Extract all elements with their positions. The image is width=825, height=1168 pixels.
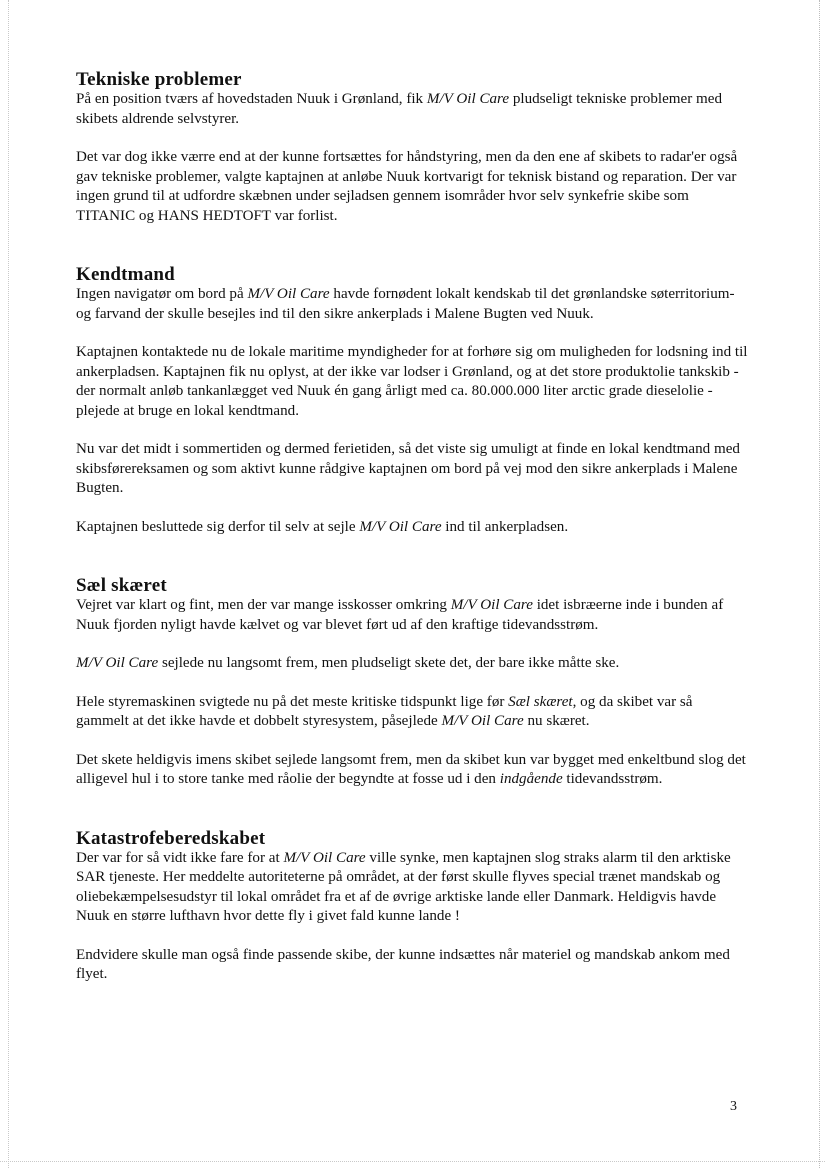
- ship-name: M/V Oil Care: [247, 286, 330, 302]
- ship-name: M/V Oil Care: [76, 655, 159, 671]
- ship-name: M/V Oil Care: [283, 849, 366, 866]
- paragraph: På en position tværs af hovedstaden Nuuk i Grønland, fik M/V Oil Care pludseligt tekniske problemer med skibets aldrende selvstyrer.: [76, 91, 723, 127]
- section-sael-skaeret: [76, 576, 748, 790]
- ship-name: M/V Oil Care: [441, 713, 524, 729]
- paragraph: M/V Oil Care sejlede nu langsomt frem, men pludseligt skete det, der bare ikke måtte ske.: [76, 655, 620, 671]
- scan-right-edge: [819, 0, 820, 1168]
- section-kendtmand: [76, 265, 748, 537]
- paragraph: Ingen navigatør om bord på M/V Oil Care havde fornødent lokalt kendskab til det grønlandske søterritorium- og farvand der skulle besejles ind til den sikre ankerplads i Malene Bugten ved Nuuk.: [76, 286, 735, 322]
- ship-name: M/V Oil Care: [450, 597, 533, 613]
- scan-left-edge: [8, 0, 9, 1168]
- paragraph: Kaptajnen besluttede sig derfor til selv at sejle M/V Oil Care ind til ankerpladsen.: [76, 518, 569, 535]
- section-heading: Kendtmand: [76, 264, 175, 285]
- paragraph: Nu var det midt i sommertiden og dermed ferietiden, så det viste sig umuligt at finde en lokal kendtmand med skibsførereksamen og som aktivt kunne rådgive kaptajnen om bord på vej mod den sikre ankerplads i Malene Bugten.: [76, 441, 740, 496]
- ship-name: M/V Oil Care: [359, 518, 442, 535]
- paragraph: Det skete heldigvis imens skibet sejlede langsomt frem, men da skibet kun var bygget med enkeltbund slog det alligevel hul i to store tanke med råolie der begyndte at fosse ud i den indgående tidevandsstrøm.: [76, 751, 746, 787]
- page-number: 3: [730, 1099, 737, 1114]
- paragraph: Kaptajnen kontaktede nu de lokale maritime myndigheder for at forhøre sig om muligheden for lodsning ind til ankerpladsen. Kaptajnen fik nu oplyst, at der ikke var lodser i Grønland, og at det store produktolie tankskib - der normalt anløb tankanlægget ved Nuuk én gang årligt med ca. 80.000.000 liter arctic grade dieselolie - plejede at bruge en lokal kendtmand.: [76, 344, 748, 419]
- paragraph: Vejret var klart og fint, men der var mange isskosser omkring M/V Oil Care idet isbræerne inde i bunden af Nuuk fjorden nyligt havde kælvet og var blevet ført ud af den kraftige tidevandsstrøm.: [76, 597, 724, 633]
- paragraph: Hele styremaskinen svigtede nu på det meste kritiske tidspunkt lige før Sæl skæret, og da skibet var så gammelt at det ikke havde et dobbelt styresystem, påsejlede M/V Oil Care nu skæret.: [76, 693, 693, 729]
- paragraph: Endvidere skulle man også finde passende skibe, der kunne indsættes når materiel og mandskab ankom med flyet.: [76, 946, 730, 982]
- place-name: Sæl skæret: [508, 693, 573, 710]
- ship-name: M/V Oil Care: [426, 91, 510, 107]
- section-katastrofeberedskabet: [76, 829, 748, 985]
- section-tekniske-problemer: [76, 70, 748, 226]
- scan-bottom-edge: [0, 1161, 825, 1162]
- document-body: [76, 70, 748, 1019]
- section-heading: Katastrofeberedskabet: [76, 827, 266, 849]
- paragraph: Det var dog ikke værre end at der kunne fortsættes for håndstyring, men da den ene af skibets to radar'er også gav tekniske problemer, valgte kaptajnen at anløbe Nuuk kortvarigt for teknisk bistand og reparation. Der var ingen grund til at udfordre skæbnen under sejladsen gennem isområder hvor selv synkefrie skibe som TITANIC og HANS HEDTOFT var forlist.: [76, 149, 738, 224]
- section-heading: Tekniske problemer: [76, 69, 242, 90]
- emphasis: indgående: [499, 771, 563, 787]
- paragraph: Der var for så vidt ikke fare for at M/V Oil Care ville synke, men kaptajnen slog straks alarm til den arktiske SAR tjeneste. Her meddelte autoriteterne på området, at der først skulle flyves special trænet mandskab og oliebekæmpelsesudstyr til lokal området fra et af de øvrige arktiske lande eller Danmark. Heldigvis havde Nuuk en større lufthavn hvor dette fly i givet fald kunne lande !: [76, 849, 731, 924]
- section-heading: Sæl skæret: [76, 575, 167, 596]
